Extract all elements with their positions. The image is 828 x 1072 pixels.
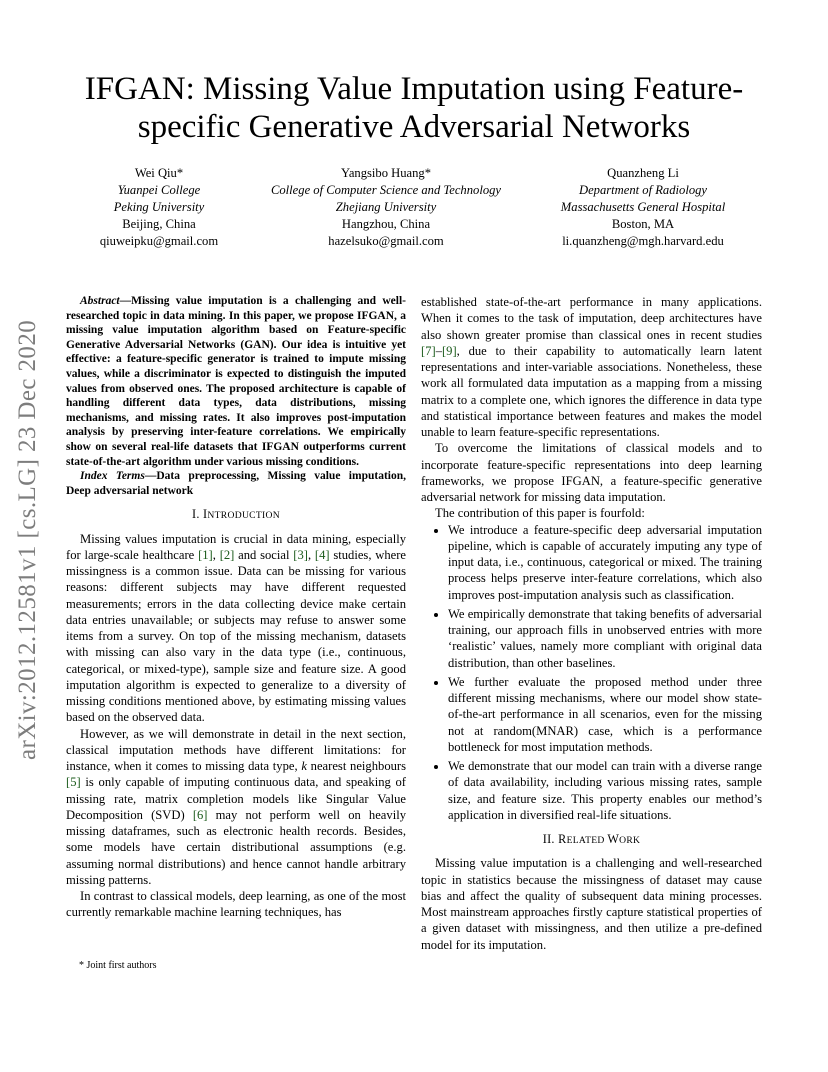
author-name: Yangsibo Huang* bbox=[340, 166, 432, 180]
author-location: Hangzhou, China bbox=[341, 217, 431, 231]
author-affiliation: Yuanpei College bbox=[117, 183, 201, 197]
author-location: Boston, MA bbox=[611, 217, 675, 231]
intro-paragraph-6: The contribution of this paper is fourfold: bbox=[435, 506, 645, 521]
author-name: Wei Qiu* bbox=[134, 166, 184, 180]
arxiv-stamp: arXiv:2012.12581v1 [cs.LG] 23 Dec 2020 bbox=[14, 319, 41, 760]
citation-link[interactable]: [4] bbox=[314, 547, 330, 562]
citation-link[interactable]: [7] bbox=[421, 343, 436, 358]
citation-link[interactable]: [3] bbox=[293, 547, 308, 562]
author-block-1 bbox=[66, 165, 252, 250]
contribution-list bbox=[421, 522, 762, 824]
intro-paragraph-5: To overcome the limitations of classical models and to incorporate feature-specific representations into deep learning frameworks, we propose IFGAN, a feature-specific generative adversarial network for missing data imputation. bbox=[421, 441, 762, 504]
citation-link[interactable]: [2] bbox=[219, 547, 235, 562]
author-email: li.quanzheng@mgh.harvard.edu bbox=[562, 234, 724, 248]
citation-link[interactable]: [6] bbox=[192, 807, 208, 822]
author-institution: Zhejiang University bbox=[335, 200, 437, 214]
author-block-3 bbox=[538, 165, 748, 250]
index-terms-text: —Data preprocessing, Missing value imputation, Deep adversarial network bbox=[66, 470, 406, 497]
intro-paragraph-2: However, as we will demonstrate in detail in the next section, classical imputation methods have different limitations: for instance, when it comes to missing data type, k nearest neighbours [5] is only capable of imputing continuous data, and speaking of missing rate, matrix completion models like Singular Value Decomposition (SVD) [6] may not perform well on heavily missing dataframes, such as electronic health records. Besides, some models have certain distributional assumptions (e.g. assuming normal distributions) and hence cannot handle arbitrary missing patterns. bbox=[66, 726, 407, 887]
list-item: • We further evaluate the proposed method under three different missing mechanisms, where our model show state-of-the-art performance in all scenarios, even for the missing not at random(MNAR) case, which is a performance bottleneck for most imputation methods. bbox=[448, 674, 762, 755]
author-block-2 bbox=[250, 165, 522, 250]
intro-paragraph-3: In contrast to classical models, deep learning, as one of the most currently remarkable machine learning techniques, has bbox=[66, 889, 406, 920]
citation-link[interactable]: [9] bbox=[441, 343, 457, 358]
abstract-text: —Missing value imputation is a challenging and well-researched topic in data mining. In this paper, we propose IFGAN, a missing value imputation algorithm based on Feature-specific Generative Adversarial Networks (GAN). Our idea is intuitive yet effective: a feature-specific generator is trained to impute missing values, while a discriminator is expected to distinguish the imputed values from observed ones. The proposed architecture is capable of handling different data types, data distributions, missing mechanisms, and missing rates. It also improves post-imputation analysis by preserving inter-feature correlations. We empirically show on several real-life datasets that IFGAN outperforms current state-of-the-art algorithm under various missing conditions. bbox=[66, 295, 406, 468]
footnote: * Joint first authors bbox=[79, 960, 157, 971]
paper-title: IFGAN: Missing Value Imputation using Feature-specific Generative Adversarial Networks bbox=[84, 71, 744, 145]
citation-link[interactable]: [5] bbox=[66, 775, 81, 790]
author-email: hazelsuko@gmail.com bbox=[328, 234, 444, 248]
citation-link[interactable]: [1] bbox=[198, 547, 213, 562]
abstract-label: Abstract bbox=[80, 295, 120, 307]
author-affiliation: College of Computer Science and Technology bbox=[270, 183, 502, 197]
author-affiliation: Department of Radiology bbox=[578, 183, 708, 197]
intro-paragraph-4: established state-of-the-art performance in many applications. When it comes to the task of imputation, deep architectures have also shown greater promise than classical ones in recent studies [7]–[9], due to their capability to automatically learn latent representations and inter-variable associations. Nonetheless, these work all formulated data imputation as a mapping from a missing matrix to a complete one, which ignores the difference in data type and statistical importance between features and makes the model unable to learn feature-specific representations. bbox=[421, 295, 762, 439]
author-institution: Massachusetts General Hospital bbox=[560, 200, 726, 214]
author-institution: Peking University bbox=[113, 200, 205, 214]
intro-paragraph-1: Missing values imputation is crucial in data mining, especially for large-scale healthcare [1], [2] and social [3], [4] studies, where missingness is a common issue. Data can be missing for various reasons: different subjects may have different requested measurements; errors in the data collecting device make certain data entries unavailable; or subjects may refuse to answer some items from a survey. On top of the missing mechanism, datasets with missing can also vary in the data type (i.e., continuous, categorical, or mixed-type), sample size and feature size. A good imputation algorithm is expected to generalize to a diversity of missing conditions mentioned above, by estimating missing values based on the observed data. bbox=[66, 531, 407, 725]
related-paragraph-1: Missing value imputation is a challenging and well-researched topic in statistics because the missingness of dataset may cause bias and affect the quality of subsequent data mining processes. Most mainstream approaches firstly capture statistical properties of a given dataset with missingness, and then utilize a pre-defined model for its imputation. bbox=[421, 856, 762, 952]
index-terms bbox=[66, 469, 406, 498]
section-heading-related-work: II. RELATED WORK bbox=[542, 832, 641, 846]
index-terms-label: Index Terms bbox=[80, 470, 145, 483]
abstract bbox=[66, 294, 406, 469]
list-item: • We demonstrate that our model can train with a diverse range of data availability, including various missing rates, sample size, and feature size. This property enables our method’s application in diversified real-life situations. bbox=[448, 758, 762, 823]
right-column bbox=[421, 294, 762, 953]
left-column bbox=[66, 294, 406, 921]
author-email: qiuweipku@gmail.com bbox=[99, 234, 219, 248]
author-location: Beijing, China bbox=[122, 217, 196, 231]
list-item: • We empirically demonstrate that taking benefits of adversarial training, our approach fills in unobserved entries with more ‘realistic’ values, namely more compliant with original data distribution, than other baselines. bbox=[448, 606, 762, 671]
list-item: • We introduce a feature-specific deep adversarial imputation pipeline, which is capable of accurately imputing any type of input data, i.e., continuous, categorical or mixed. The training process helps preserve inter-feature correlations, which also improves post-imputation analysis such as classification. bbox=[448, 522, 762, 603]
author-name: Quanzheng Li bbox=[607, 166, 679, 180]
section-heading-introduction: I. INTRODUCTION bbox=[191, 507, 280, 522]
